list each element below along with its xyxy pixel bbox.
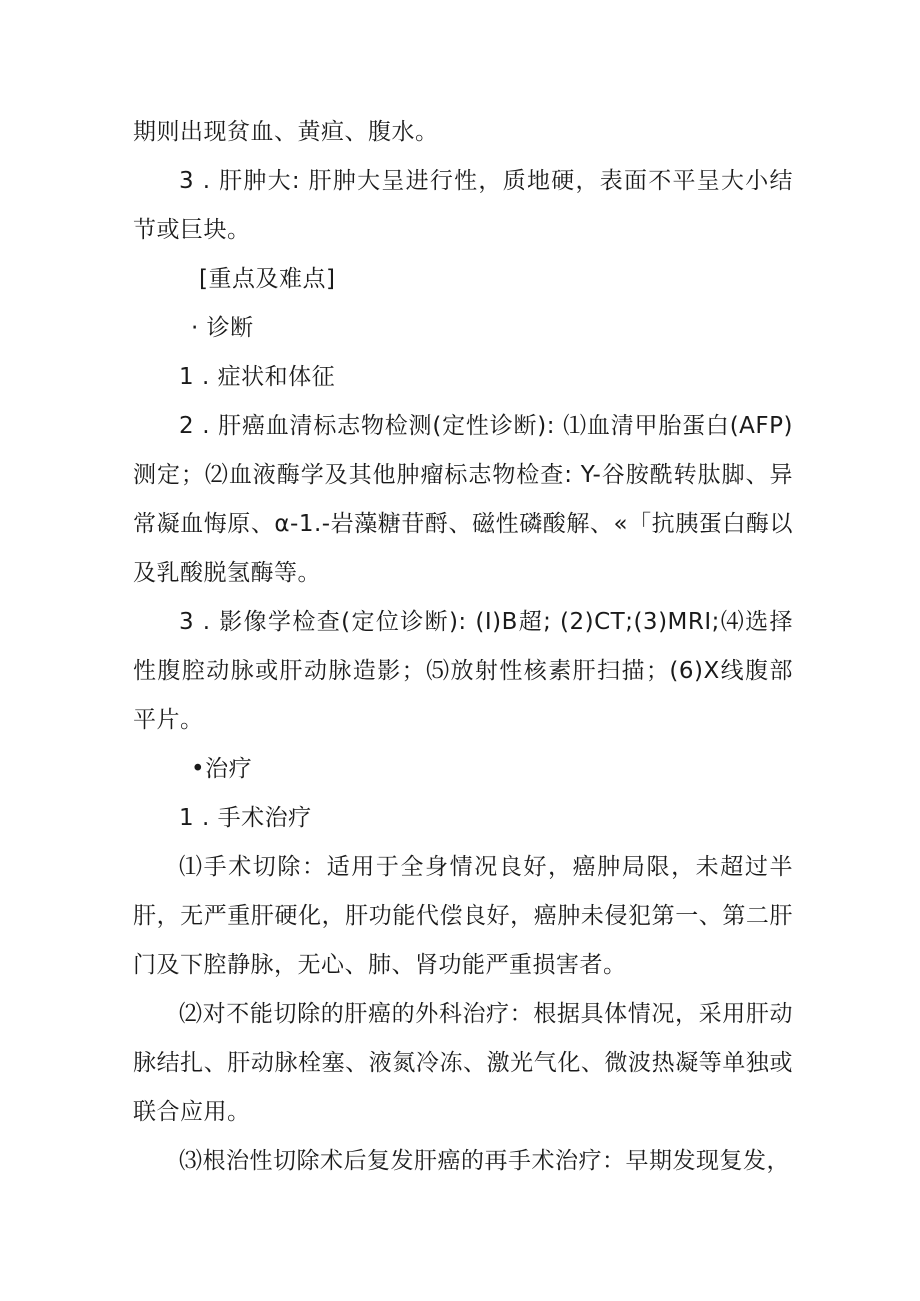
paragraph-recurrence: ⑶根治性切除术后复发肝癌的再手术治疗：早期发现复发， bbox=[179, 1148, 790, 1174]
section-heading-key-points: [重点及难点] bbox=[199, 266, 336, 292]
paragraph-serum-markers: 2 . 肝癌血清标志物检测(定性诊断): ⑴血清甲胎蛋白(AFP)测定；⑵血液酶学及其他肿瘤标志物检查: Y-谷胺酰转肽脚、异常凝血悔原、α-1.-岩藻糖苷酹、磁性磷酸解、«「抗胰蛋白酶以及乳酸脱氢酶等。 bbox=[133, 413, 793, 586]
paragraph-liver-enlargement: 3 . 肝肿大: 肝肿大呈进行性，质地硬，表面不平呈大小结节或巨块。 bbox=[133, 168, 793, 243]
paragraph-unresectable: ⑵对不能切除的肝癌的外科治疗：根据具体情况，采用肝动脉结扎、肝动脉栓塞、液氮冷冻、激光气化、微波热凝等单独或联合应用。 bbox=[133, 1001, 793, 1125]
list-item-symptoms: 1 . 症状和体征 bbox=[179, 364, 336, 390]
document-body bbox=[133, 108, 793, 1186]
paragraph-resection: ⑴手术切除：适用于全身情况良好，癌肿局限，未超过半肝，无严重肝硬化，肝功能代偿良好，癌肿未侵犯第一、第二肝门及下腔静脉，无心、肺、肾功能严重损害者。 bbox=[133, 854, 793, 978]
section-heading-treatment: •治疗 bbox=[191, 756, 253, 782]
list-item-surgery: 1 . 手术治疗 bbox=[179, 805, 312, 831]
paragraph-imaging: 3 . 影像学检查(定位诊断): (I)B超; (2)CT;(3)MRI;⑷选择性腹腔动脉或肝动脉造影；⑸放射性核素肝扫描；(6)X线腹部平片。 bbox=[133, 609, 793, 733]
section-heading-diagnosis: · 诊断 bbox=[191, 315, 254, 341]
paragraph-anemia: 期则出现贫血、黄疸、腹水。 bbox=[133, 119, 439, 145]
